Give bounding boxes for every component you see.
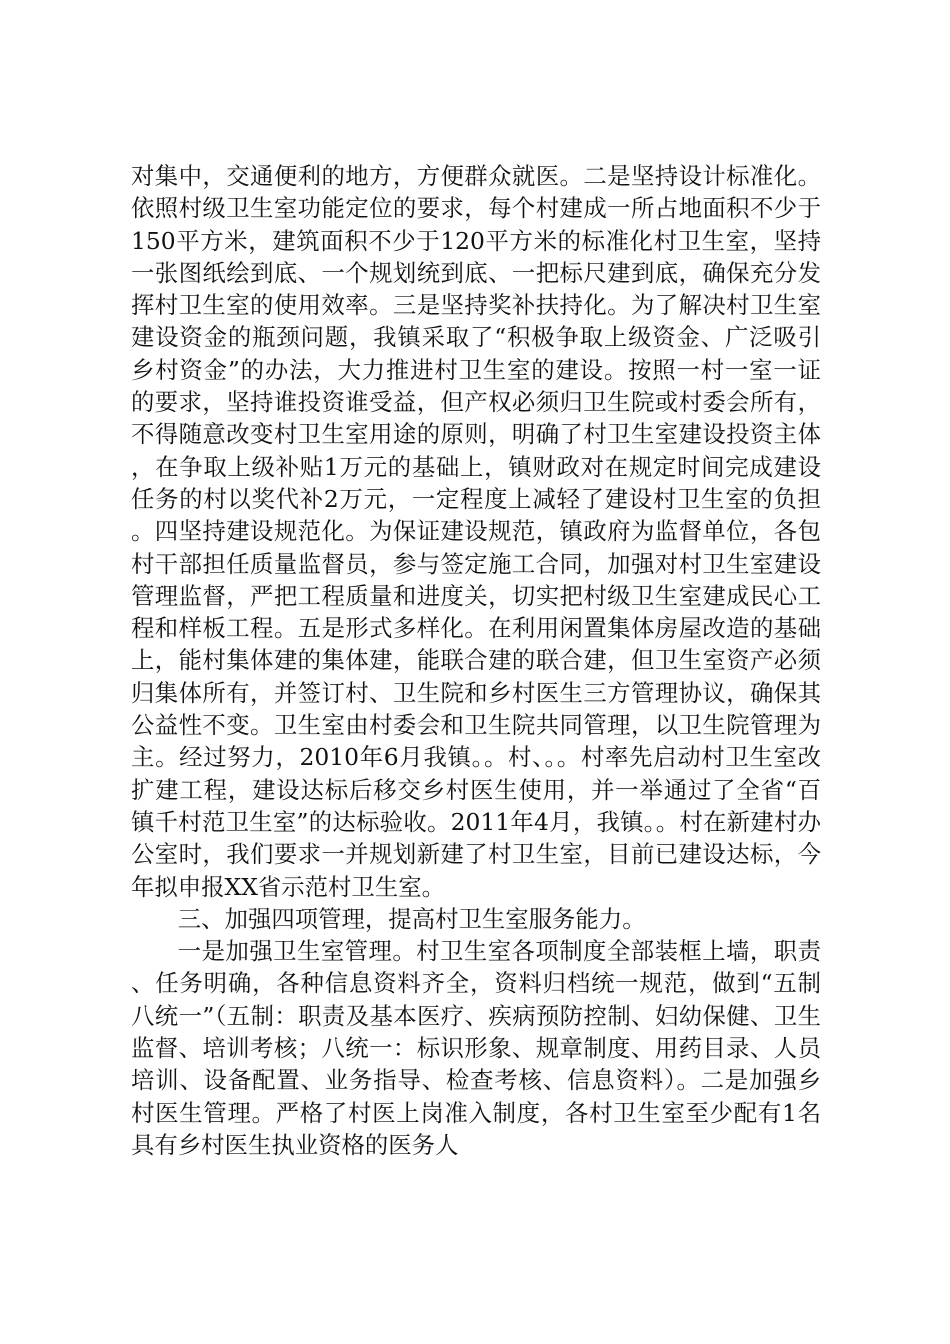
section-heading: 三、加强四项管理，提高村卫生室服务能力。 [177,904,646,933]
paragraph-management: 一是加强卫生室管理。村卫生室各项制度全部装框上墙，职责、任务明确，各种信息资料齐全，资料归档统一规范，做到“五制八统一”（五制：职责及基本医疗、疾病预防控制、妇幼保健、卫生监督、培训考核；八统一：标识形象、规章制度、用药目录、人员培训、设备配置、业务指导、检查考核、信息资料）。二是加强乡村医生管理。严格了村医上岗准入制度，各村卫生室至少配有1名具有乡村医生执业资格的医务人 [131,937,821,1159]
document-body [131,160,821,1161]
paragraph-continuation: 对集中，交通便利的地方，方便群众就医。二是坚持设计标准化。依照村级卫生室功能定位的要求，每个村建成一所占地面积不少于150平方米，建筑面积不少于120平方米的标准化村卫生室，坚持一张图纸绘到底、一个规划统到底、一把标尺建到底，确保充分发挥村卫生室的使用效率。三是坚持奖补扶持化。为了解决村卫生室建设资金的瓶颈问题，我镇采取了“积极争取上级资金、广泛吸引乡村资金”的办法，大力推进村卫生室的建设。按照一村一室一证的要求，坚持谁投资谁受益，但产权必须归卫生院或村委会所有，不得随意改变村卫生室用途的原则，明确了村卫生室建设投资主体，在争取上级补贴1万元的基础上，镇财政对在规定时间完成建设任务的村以奖代补2万元，一定程度上减轻了建设村卫生室的负担。四坚持建设规范化。为保证建设规范，镇政府为监督单位，各包村干部担任质量监督员，参与签定施工合同，加强对村卫生室建设管理监督，严把工程质量和进度关，切实把村级卫生室建成民心工程和样板工程。五是形式多样化。在利用闲置集体房屋改造的基础上，能村集体建的集体建，能联合建的联合建，但卫生室资产必须归集体所有，并签订村、卫生院和乡村医生三方管理协议，确保其公益性不变。卫生室由村委会和卫生院共同管理，以卫生院管理为主。经过努力，2010年6月我镇。。村、。。村率先启动村卫生室改扩建工程，建设达标后移交乡村医生使用，并一举通过了全省“百镇千村范卫生室”的达标验收。2011年4月，我镇。。村在新建村办公室时，我们要求一并规划新建了村卫生室，目前已建设达标，今年拟申报XX省示范村卫生室。 [131,162,821,901]
